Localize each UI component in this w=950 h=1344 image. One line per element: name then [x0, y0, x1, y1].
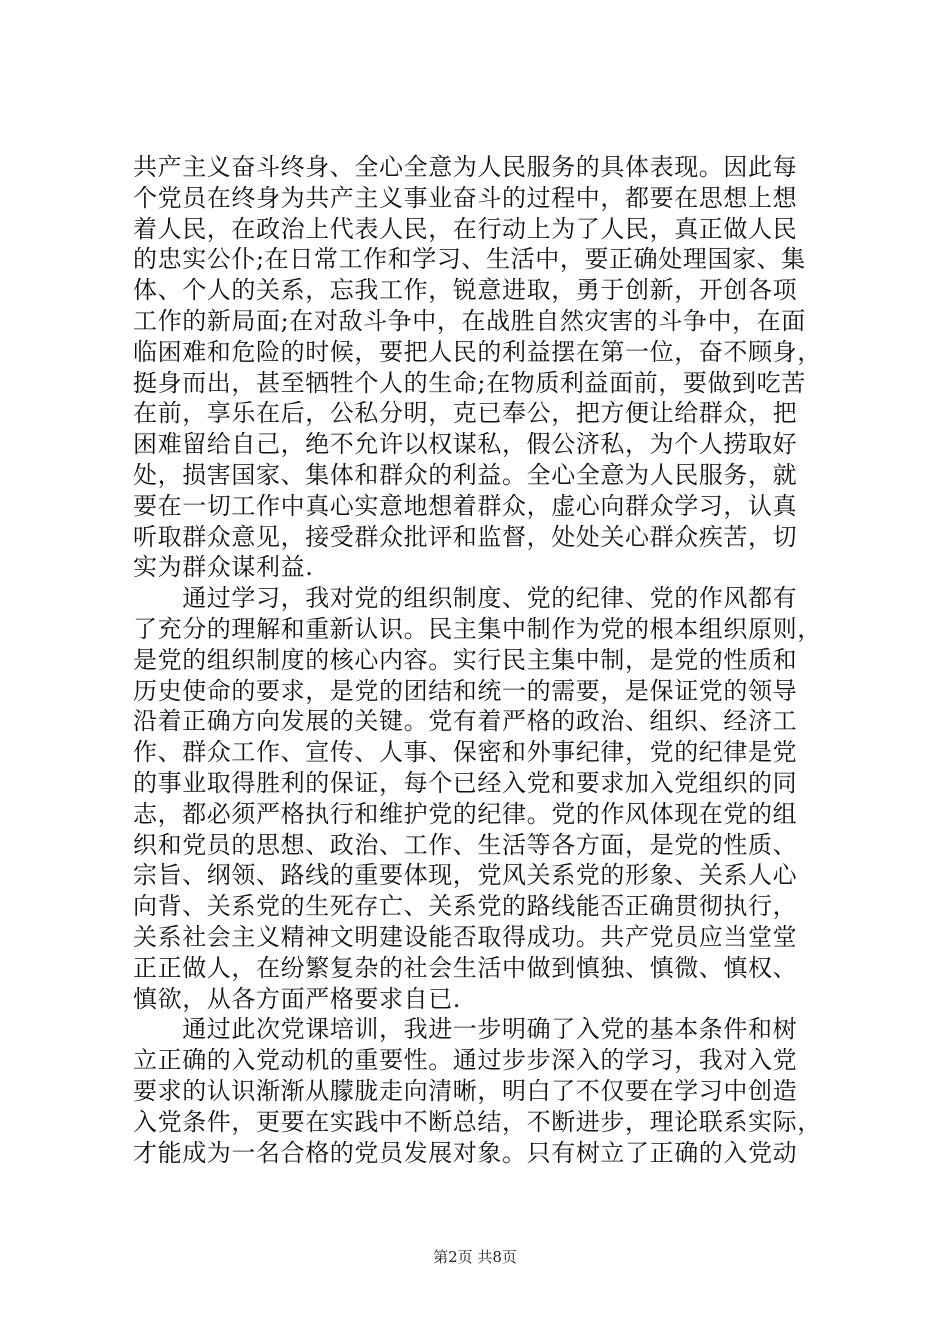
text-line: 志，都必须严格执行和维护党的纪律。党的作风体现在党的组 — [133, 799, 798, 828]
text-line: 工作的新局面;在对敌斗争中，在战胜自然灾害的斗争中，在面 — [133, 306, 806, 335]
text-line: 向背、关系党的生死存亡、关系党的路线能否正确贯彻执行， — [133, 892, 798, 921]
text-line: 听取群众意见，接受群众批评和监督，处处关心群众疾苦，切 — [133, 522, 798, 551]
text-line: 在前，享乐在后，公私分明，克已奉公，把方便让给群众，把 — [133, 399, 798, 428]
document-body — [133, 152, 833, 1168]
text-line: 沿着正确方向发展的关键。党有着严格的政治、组织、经济工 — [133, 707, 798, 736]
text-line: 的事业取得胜利的保证，每个已经入党和要求加入党组织的同 — [133, 768, 798, 797]
text-line: 要在一切工作中真心实意地想着群众，虚心向群众学习，认真 — [133, 491, 798, 520]
text-line: 体、个人的关系，忘我工作，锐意进取，勇于创新，开创各项 — [133, 276, 798, 305]
text-line: 通过此次党课培训，我进一步明确了入党的基本条件和树 — [133, 1015, 798, 1044]
text-line: 要求的认识渐渐从朦胧走向清晰，明白了不仅要在学习中创造 — [133, 1076, 798, 1105]
page-footer: 第2页 共8页 — [433, 1248, 517, 1266]
text-line: 才能成为一名合格的党员发展对象。只有树立了正确的入党动 — [133, 1138, 798, 1167]
text-line: 共产主义奋斗终身、全心全意为人民服务的具体表现。因此每 — [133, 153, 798, 181]
text-line: 是党的组织制度的核心内容。实行民主集中制，是党的性质和 — [133, 645, 798, 674]
text-line: 作、群众工作、宣传、人事、保密和外事纪律，党的纪律是党 — [133, 738, 798, 767]
text-line: 的忠实公仆;在日常工作和学习、生活中，要正确处理国家、集 — [133, 245, 806, 274]
text-line: 慎欲，从各方面严格要求自已. — [133, 984, 462, 1013]
text-line: 立正确的入党动机的重要性。通过步步深入的学习，我对入党 — [133, 1046, 798, 1075]
text-line: 宗旨、纲领、路线的重要体现，党风关系党的形象、关系人心 — [133, 861, 798, 890]
text-line: 正正做人，在纷繁复杂的社会生活中做到慎独、慎微、慎权、 — [133, 953, 798, 982]
text-line: 临困难和危险的时候，要把人民的利益摆在第一位，奋不顾身， — [133, 337, 822, 366]
text-line: 实为群众谋利益. — [133, 553, 314, 582]
text-line: 挺身而出，甚至牺牲个人的生命;在物质利益面前，要做到吃苦 — [133, 368, 806, 397]
text-line: 着人民，在政治上代表人民，在行动上为了人民，真正做人民 — [133, 214, 798, 243]
text-line: 关系社会主义精神文明建设能否取得成功。共产党员应当堂堂 — [133, 922, 798, 951]
text-line: 历史使命的要求，是党的团结和统一的需要，是保证党的领导 — [133, 676, 798, 705]
text-line: 了充分的理解和重新认识。民主集中制作为党的根本组织原则， — [133, 614, 822, 643]
text-line: 通过学习，我对党的组织制度、党的纪律、党的作风都有 — [133, 584, 798, 613]
text-line: 处，损害国家、集体和群众的利益。全心全意为人民服务，就 — [133, 460, 798, 489]
text-line: 个党员在终身为共产主义事业奋斗的过程中，都要在思想上想 — [133, 183, 798, 212]
text-line: 织和党员的思想、政治、工作、生活等各方面，是党的性质、 — [133, 830, 798, 859]
text-line: 入党条件，更要在实践中不断总结，不断进步，理论联系实际， — [133, 1107, 822, 1136]
text-line: 困难留给自己，绝不允许以权谋私，假公济私，为个人捞取好 — [133, 430, 798, 459]
